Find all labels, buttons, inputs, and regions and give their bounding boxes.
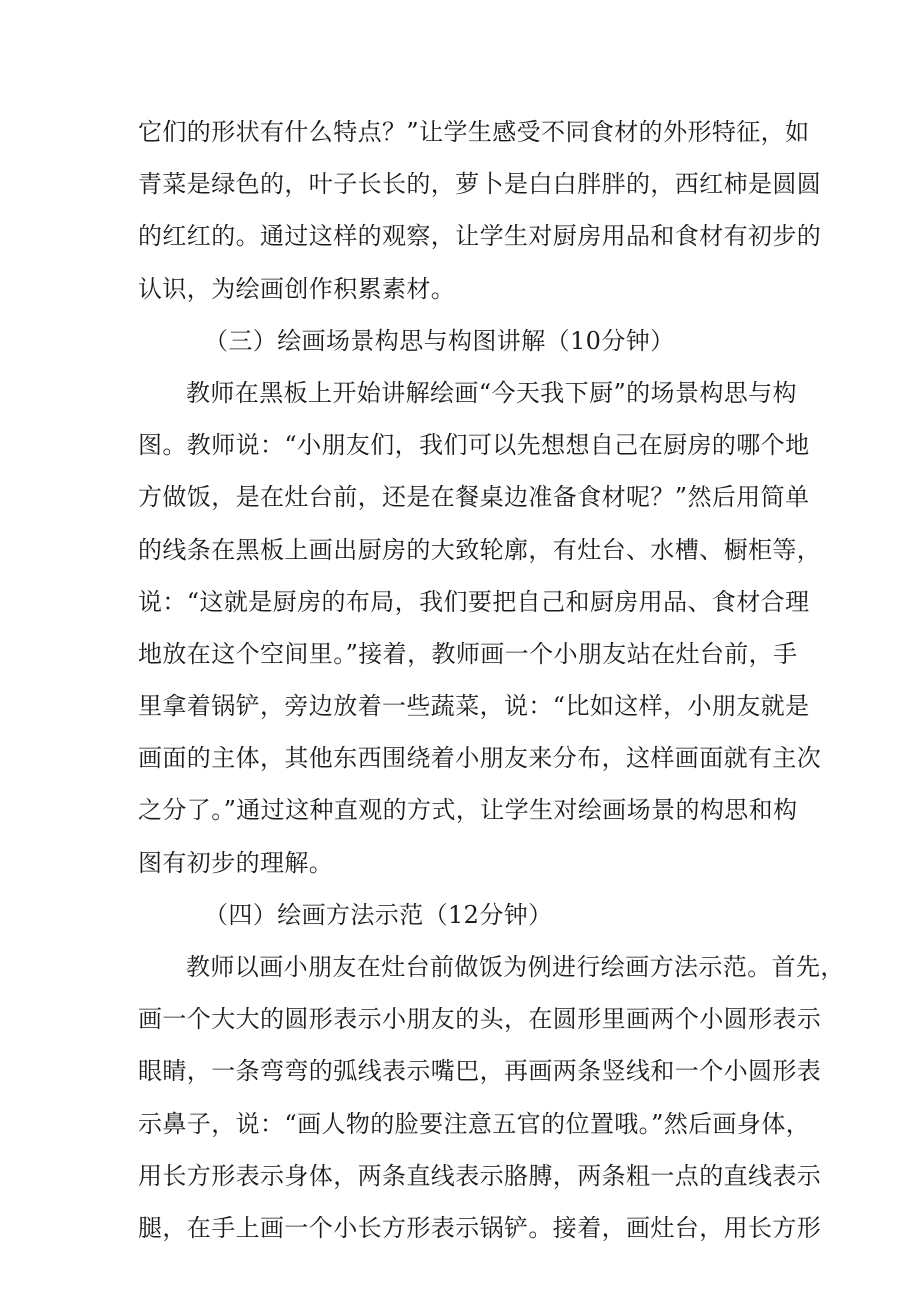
section-heading-4: （四）绘画方法示范（12分钟）: [204, 900, 553, 929]
text-line: 方做饭，是在灶台前，还是在餐桌边准备食材呢？”然后用简单: [138, 483, 810, 512]
paragraph-first-line: 教师以画小朋友在灶台前做饭为例进行绘画方法示范。首先，: [186, 953, 845, 981]
section-heading-3: （三）绘画场景构思与构图讲解（10分钟）: [204, 326, 675, 355]
text-line: 示鼻子，说：“画人物的脸要注意五官的位置哦。”然后画身体，: [138, 1109, 811, 1138]
document-body: [138, 106, 845, 1254]
text-line: 它们的形状有什么特点？”让学生感受不同食材的外形特征，如: [138, 118, 810, 146]
text-line: 图有初步的理解。: [138, 848, 334, 877]
text-line: 的红红的。通过这样的观察，让学生对厨房用品和食材有初步的: [138, 222, 822, 251]
text-line: 画面的主体，其他东西围绕着小朋友来分布，这样画面就有主次: [138, 744, 822, 773]
text-line: 的线条在黑板上画出厨房的大致轮廓，有灶台、水槽、橱柜等，: [138, 535, 822, 564]
text-line: 认识，为绘画创作积累素材。: [138, 274, 456, 303]
text-line: 眼睛，一条弯弯的弧线表示嘴巴，再画两条竖线和一个小圆形表: [138, 1057, 822, 1086]
text-line: 地放在这个空间里。”接着，教师画一个小朋友站在灶台前，手: [138, 639, 798, 668]
text-line: 腿，在手上画一个小长方形表示锅铲。接着，画灶台，用长方形: [138, 1213, 822, 1242]
paragraph-first-line: 教师在黑板上开始讲解绘画“今天我下厨”的场景构思与构: [186, 378, 797, 407]
text-line: 青菜是绿色的，叶子长长的，萝卜是白白胖胖的，西红柿是圆圆: [138, 170, 822, 199]
text-line: 用长方形表示身体，两条直线表示胳膊，两条粗一点的直线表示: [138, 1161, 822, 1190]
text-line: 之分了。”通过这种直观的方式，让学生对绘画场景的构思和构: [138, 796, 798, 825]
text-line: 画一个大大的圆形表示小朋友的头，在圆形里画两个小圆形表示: [138, 1005, 822, 1034]
text-line: 图。教师说：“小朋友们，我们可以先想想自己在厨房的哪个地: [138, 431, 810, 460]
text-line: 说：“这就是厨房的布局，我们要把自己和厨房用品、食材合理: [138, 587, 810, 616]
text-line: 里拿着锅铲，旁边放着一些蔬菜，说：“比如这样，小朋友就是: [138, 692, 810, 721]
